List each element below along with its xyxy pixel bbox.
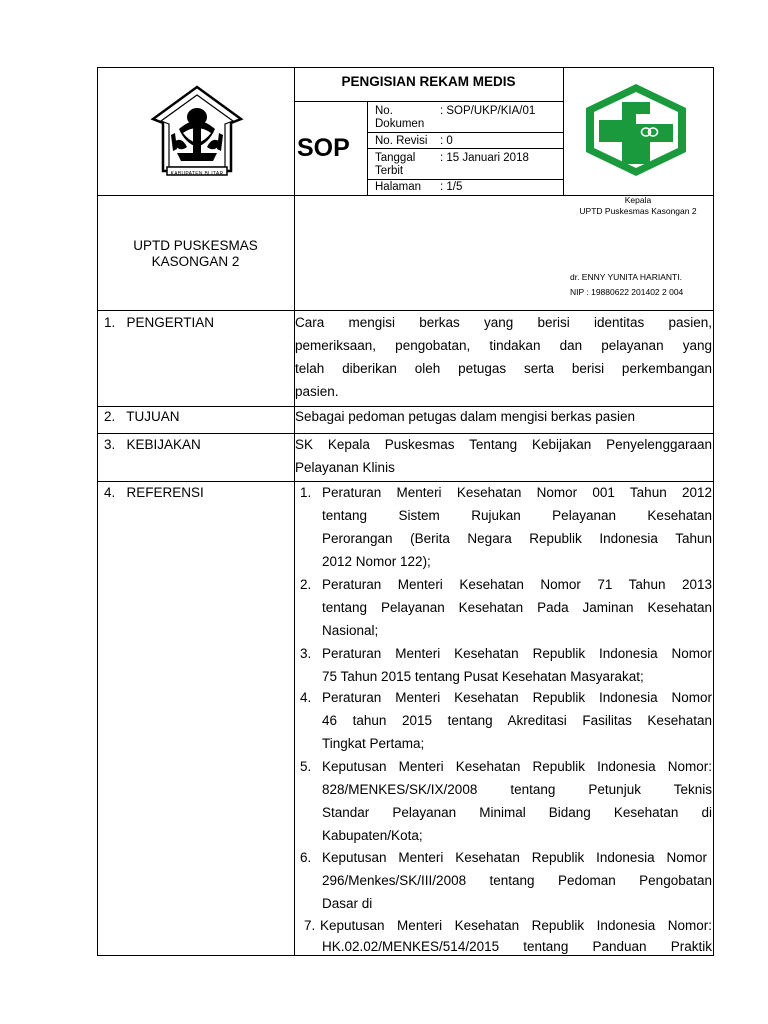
regency-logo — [137, 83, 257, 183]
referensi-line: Peraturan Menteri Kesehatan Nomor 001 Tahun 2012 — [322, 485, 712, 500]
referensi-line: Nasional; — [322, 623, 379, 638]
referensi-number: 4. — [300, 690, 312, 705]
referensi-number: 2. — [300, 577, 312, 592]
referensi-line: Standar Pelayanan Minimal Bidang Kesehatan di — [322, 805, 712, 820]
section-label-tujuan: 2. TUJUAN — [104, 409, 180, 424]
referensi-number: 6. — [300, 850, 312, 865]
referensi-line: Peraturan Menteri Kesehatan Republik Indonesia Nomor — [322, 690, 712, 705]
sop-label: SOP — [297, 134, 350, 162]
meta-label-no: No. — [375, 105, 393, 117]
referensi-line: 2012 Nomor 122); — [322, 554, 431, 569]
referensi-number: 1. — [300, 485, 312, 500]
referensi-line: Kabupaten/Kota; — [322, 828, 423, 843]
pengertian-line: Cara mengisi berkas yang berisi identitas pasien, — [295, 315, 712, 330]
meta-label-dokumen: Dokumen — [375, 118, 425, 130]
section-label-pengertian: 1. PENGERTIAN — [104, 315, 215, 330]
referensi-line: Keputusan Menteri Kesehatan Republik Indonesia Nomor: — [322, 759, 712, 774]
meta-label-halaman: Halaman — [375, 181, 422, 193]
referensi-number: 3. — [300, 646, 312, 661]
document-title: PENGISIAN REKAM MEDIS — [341, 74, 516, 89]
referensi-line: Tingkat Pertama; — [322, 736, 425, 751]
referensi-line: tentang Pelayanan Kesehatan Pada Jaminan Kesehatan — [322, 600, 712, 615]
meta-value-no: : SOP/UKP/KIA/01 — [440, 105, 536, 117]
kebijakan-line: SK Kepala Puskesmas Tentang Kebijakan Penyelenggaraan — [295, 437, 712, 452]
meta-value-halaman: : 1/5 — [440, 181, 463, 193]
meta-value-tanggal: : 15 Januari 2018 — [440, 152, 529, 164]
regency-logo-caption: KABUPATEN BLITAR — [170, 171, 224, 177]
referensi-line: 75 Tahun 2015 tentang Pusat Kesehatan Masyarakat; — [322, 669, 644, 684]
sign-name: dr. ENNY YUNITA HARIANTI. — [570, 272, 682, 282]
meta-label-revisi: No. Revisi — [375, 135, 428, 147]
sign-nip: NIP : 19880622 201402 2 004 — [570, 287, 684, 297]
pengertian-line: pemeriksaan, pengobatan, tindakan dan pelayanan yang — [295, 338, 712, 353]
referensi-line: Dasar di — [322, 896, 373, 911]
sign-title-2: UPTD Puskesmas Kasongan 2 — [579, 206, 697, 216]
org-name-line2: KASONGAN 2 — [151, 254, 240, 269]
referensi-line: HK.02.02/MENKES/514/2015 tentang Panduan Praktik — [322, 939, 712, 954]
referensi-line: Peraturan Menteri Kesehatan Republik Indonesia Nomor — [322, 646, 712, 661]
referensi-line: Peraturan Menteri Kesehatan Nomor 71 Tahun 2013 — [322, 577, 712, 592]
tujuan-line: Sebagai pedoman petugas dalam mengisi berkas pasien — [295, 409, 635, 424]
pengertian-line: telah diberikan oleh petugas serta berisi perkembangan — [295, 361, 712, 376]
meta-label-tanggal: Tanggal — [375, 152, 416, 164]
section-label-referensi: 4. REFERENSI — [104, 485, 204, 500]
referensi-line: 46 tahun 2015 tentang Akreditasi Fasilitas Kesehatan — [322, 713, 712, 728]
org-name-line1: UPTD PUSKESMAS — [133, 238, 258, 253]
referensi-number: 5. — [300, 759, 312, 774]
meta-label-terbit: Terbit — [375, 165, 404, 177]
referensi-line: tentang Sistem Rujukan Pelayanan Kesehatan — [322, 508, 712, 523]
referensi-line: 296/Menkes/SK/III/2008 tentang Pedoman Pengobatan — [322, 873, 712, 888]
referensi-number: 7. — [304, 918, 316, 933]
kebijakan-line: Pelayanan Klinis — [295, 460, 395, 475]
regency-emblem-icon — [137, 83, 257, 183]
puskesmas-logo — [583, 82, 689, 178]
referensi-line: 828/MENKES/SK/IX/2008 tentang Petunjuk Teknis — [322, 782, 712, 797]
meta-value-revisi: : 0 — [440, 135, 453, 147]
referensi-line: Keputusan Menteri Kesehatan Republik Indonesia Nomor — [322, 850, 707, 865]
section-label-kebijakan: 3. KEBIJAKAN — [104, 437, 201, 452]
referensi-line: Perorangan (Berita Negara Republik Indonesia Tahun — [322, 531, 712, 546]
puskesmas-cross-icon — [583, 82, 689, 178]
referensi-line: Keputusan Menteri Kesehatan Republik Indonesia Nomor: — [320, 918, 712, 933]
sign-title-1: Kepala — [624, 195, 652, 205]
pengertian-line: pasien. — [295, 384, 339, 399]
org-name — [97, 238, 294, 270]
